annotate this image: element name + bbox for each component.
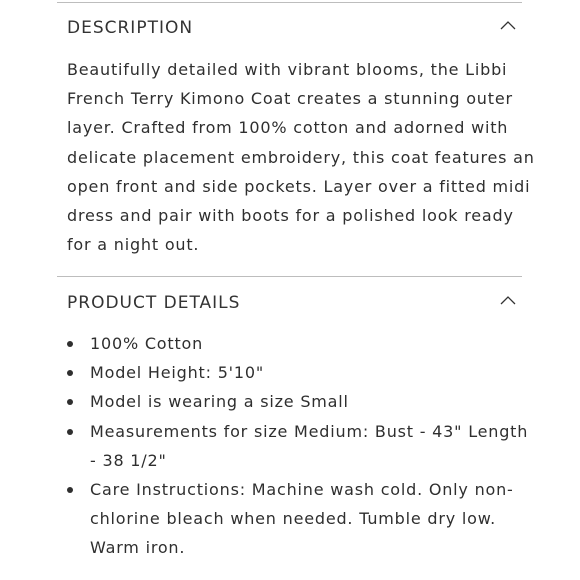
list-item-text: 100% Cotton	[90, 334, 204, 353]
bullet-icon	[67, 370, 73, 376]
chevron-up-icon[interactable]	[499, 293, 517, 307]
bullet-icon	[67, 487, 73, 493]
product-details-header[interactable]	[67, 291, 517, 321]
description-title: DESCRIPTION	[67, 18, 194, 38]
top-divider	[57, 2, 522, 3]
bullet-icon	[67, 429, 73, 435]
bullet-icon	[67, 341, 73, 347]
bullet-icon	[67, 399, 73, 405]
list-item	[67, 358, 537, 387]
list-item-text: Care Instructions: Machine wash cold. Only non-chlorine bleach when needed. Tumble dry low. Warm iron.	[90, 480, 514, 558]
list-item-text: Model Height: 5'10"	[90, 363, 264, 383]
description-text: Beautifully detailed with vibrant blooms, the Libbi French Terry Kimono Coat creates a stunning outer layer. Crafted from 100% cotton and adorned with delicate placement embroidery, this coat features an open front and side pockets. Layer over a fitted midi dress and pair with boots for a polished look ready for a night out.	[67, 60, 535, 255]
chevron-up-icon[interactable]	[499, 18, 517, 32]
description-header[interactable]	[67, 16, 517, 46]
section-divider	[57, 276, 522, 277]
list-item	[67, 417, 537, 475]
list-item	[67, 329, 537, 358]
list-item-text: Model is wearing a size Small	[90, 392, 349, 412]
product-details-list	[67, 329, 537, 563]
list-item	[67, 387, 537, 416]
list-item-text: Measurements for size Medium: Bust - 43" Length - 38 1/2"	[90, 421, 529, 470]
product-details-title: PRODUCT DETAILS	[67, 293, 241, 313]
list-item	[67, 475, 537, 563]
